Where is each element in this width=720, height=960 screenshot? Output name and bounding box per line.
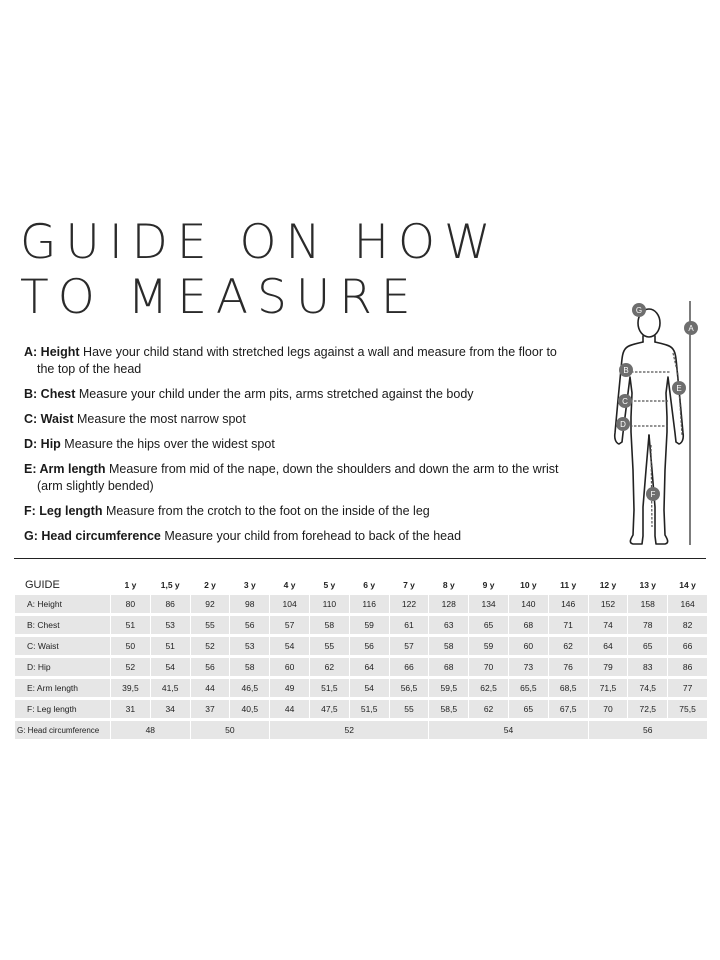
table-cell: 53 bbox=[230, 637, 269, 655]
table-cell: 71,5 bbox=[589, 679, 628, 697]
table-cell: 80 bbox=[111, 595, 150, 613]
size-header: 14 y bbox=[679, 579, 696, 590]
table-cell: 79 bbox=[589, 658, 628, 676]
instruction-term: G: Head circumference bbox=[24, 529, 161, 543]
instruction-leg-length bbox=[24, 503, 564, 520]
table-cell: 146 bbox=[549, 595, 588, 613]
title-line-2: TO MEASURE bbox=[20, 270, 420, 325]
size-header: 12 y bbox=[599, 579, 617, 590]
instruction-term: D: Hip bbox=[24, 437, 61, 451]
instruction-text: Measure your child under the arm pits, arms stretched against the body bbox=[75, 387, 474, 401]
table-cell: 54 bbox=[151, 658, 190, 676]
table-cell: 73 bbox=[509, 658, 548, 676]
table-cell: 31 bbox=[111, 700, 150, 718]
row-label: D: Hip bbox=[15, 658, 110, 676]
instruction-term: E: Arm length bbox=[24, 462, 106, 476]
table-cell: 51 bbox=[111, 616, 150, 634]
table-cell: 65 bbox=[469, 616, 508, 634]
row-label: A: Height bbox=[15, 595, 110, 613]
instruction-term: B: Chest bbox=[24, 387, 76, 401]
table-cell: 134 bbox=[469, 595, 508, 613]
table-cell: 74,5 bbox=[628, 679, 667, 697]
table-cell: 48 bbox=[111, 721, 190, 739]
guide-header: GUIDE bbox=[25, 578, 60, 591]
size-header: 8 y bbox=[442, 579, 455, 590]
table-cell: 62 bbox=[549, 637, 588, 655]
table-cell: 98 bbox=[230, 595, 269, 613]
instruction-text: Have your child stand with stretched legs against a wall and measure from the floor to the top of the head bbox=[37, 345, 557, 376]
instruction-waist bbox=[24, 411, 564, 428]
table-cell: 59,5 bbox=[429, 679, 468, 697]
table-cell: 70 bbox=[469, 658, 508, 676]
table-cell: 60 bbox=[509, 637, 548, 655]
table-cell: 86 bbox=[151, 595, 190, 613]
table-cell: 68 bbox=[429, 658, 468, 676]
table-cell: 70 bbox=[589, 700, 628, 718]
table-cell: 39,5 bbox=[111, 679, 150, 697]
table-cell: 57 bbox=[270, 616, 309, 634]
size-header: 1 y bbox=[124, 579, 137, 590]
table-cell: 66 bbox=[390, 658, 429, 676]
size-header: 4 y bbox=[283, 579, 296, 590]
table-cell: 83 bbox=[628, 658, 667, 676]
table-cell: 65 bbox=[509, 700, 548, 718]
title-line-1: GUIDE ON HOW bbox=[20, 215, 500, 270]
marker-f-label: F bbox=[650, 490, 656, 499]
table-row bbox=[15, 637, 707, 655]
table-cell: 122 bbox=[390, 595, 429, 613]
size-chart-body bbox=[15, 595, 707, 739]
size-header: 10 y bbox=[520, 579, 537, 590]
table-cell: 50 bbox=[111, 637, 150, 655]
table-cell: 52 bbox=[191, 637, 230, 655]
instruction-term: F: Leg length bbox=[24, 504, 103, 518]
table-cell: 62 bbox=[469, 700, 508, 718]
table-row bbox=[15, 658, 707, 676]
table-cell: 44 bbox=[191, 679, 230, 697]
head-circumference-row bbox=[15, 721, 707, 739]
marker-a-label: A bbox=[688, 324, 694, 333]
marker-e-label: E bbox=[676, 384, 682, 393]
table-cell: 61 bbox=[390, 616, 429, 634]
table-row bbox=[15, 679, 707, 697]
table-row bbox=[15, 700, 707, 718]
table-cell: 66 bbox=[668, 637, 707, 655]
table-cell: 116 bbox=[350, 595, 389, 613]
size-header: 13 y bbox=[639, 579, 657, 590]
table-cell: 44 bbox=[270, 700, 309, 718]
table-cell: 53 bbox=[151, 616, 190, 634]
marker-g-label: G bbox=[635, 306, 643, 315]
table-cell: 59 bbox=[469, 637, 508, 655]
instruction-text: Measure the hips over the widest spot bbox=[60, 437, 275, 451]
instruction-height bbox=[24, 344, 564, 378]
instruction-head-circumference bbox=[24, 528, 564, 545]
instruction-text: Measure from mid of the nape, down the shoulders and down the arm to the wrist (arm slightly bended) bbox=[37, 462, 559, 493]
table-cell: 62,5 bbox=[469, 679, 508, 697]
table-cell: 60 bbox=[270, 658, 309, 676]
table-row bbox=[15, 595, 707, 613]
row-label: G: Head circumference bbox=[15, 721, 110, 739]
page-title bbox=[20, 215, 499, 325]
table-cell: 52 bbox=[270, 721, 428, 739]
table-cell: 164 bbox=[668, 595, 707, 613]
table-cell: 71 bbox=[549, 616, 588, 634]
table-cell: 64 bbox=[350, 658, 389, 676]
instruction-hip bbox=[24, 436, 564, 453]
size-header: 2 y bbox=[204, 579, 216, 590]
table-cell: 65,5 bbox=[509, 679, 548, 697]
table-cell: 55 bbox=[191, 616, 230, 634]
table-cell: 63 bbox=[429, 616, 468, 634]
table-cell: 56 bbox=[191, 658, 230, 676]
table-cell: 51,5 bbox=[350, 700, 389, 718]
table-cell: 74 bbox=[589, 616, 628, 634]
table-cell: 40,5 bbox=[230, 700, 269, 718]
table-cell: 140 bbox=[509, 595, 548, 613]
table-cell: 75,5 bbox=[668, 700, 707, 718]
table-cell: 56 bbox=[589, 721, 707, 739]
size-header: 9 y bbox=[482, 579, 495, 590]
table-cell: 64 bbox=[589, 637, 628, 655]
instruction-term: C: Waist bbox=[24, 412, 74, 426]
size-header: 5 y bbox=[323, 579, 336, 590]
instruction-text: Measure from the crotch to the foot on the inside of the leg bbox=[102, 504, 430, 518]
table-cell: 56 bbox=[230, 616, 269, 634]
size-chart-table bbox=[14, 574, 708, 742]
size-header-row bbox=[15, 577, 707, 592]
size-header: 11 y bbox=[560, 579, 577, 590]
table-cell: 47,5 bbox=[310, 700, 349, 718]
table-cell: 78 bbox=[628, 616, 667, 634]
table-row bbox=[15, 616, 707, 634]
instruction-text: Measure your child from forehead to back of the head bbox=[160, 529, 462, 543]
table-cell: 58,5 bbox=[429, 700, 468, 718]
instruction-text: Measure the most narrow spot bbox=[73, 412, 246, 426]
size-header: 7 y bbox=[403, 579, 415, 590]
table-cell: 110 bbox=[310, 595, 349, 613]
table-cell: 86 bbox=[668, 658, 707, 676]
table-cell: 62 bbox=[310, 658, 349, 676]
table-cell: 76 bbox=[549, 658, 588, 676]
table-cell: 55 bbox=[310, 637, 349, 655]
table-cell: 77 bbox=[668, 679, 707, 697]
table-cell: 58 bbox=[310, 616, 349, 634]
size-header: 3 y bbox=[243, 579, 256, 590]
table-cell: 68 bbox=[509, 616, 548, 634]
child-measurement-figure bbox=[605, 295, 715, 555]
table-cell: 41,5 bbox=[151, 679, 190, 697]
table-cell: 49 bbox=[270, 679, 309, 697]
table-cell: 68,5 bbox=[549, 679, 588, 697]
leg-measure-line bbox=[651, 445, 652, 527]
row-label: B: Chest bbox=[15, 616, 110, 634]
table-cell: 55 bbox=[390, 700, 429, 718]
table-cell: 51,5 bbox=[310, 679, 349, 697]
row-label: C: Waist bbox=[15, 637, 110, 655]
instruction-term: A: Height bbox=[24, 345, 80, 359]
section-divider bbox=[14, 558, 706, 559]
table-cell: 34 bbox=[151, 700, 190, 718]
table-cell: 65 bbox=[628, 637, 667, 655]
instruction-chest bbox=[24, 386, 564, 403]
table-cell: 58 bbox=[429, 637, 468, 655]
size-header: 6 y bbox=[363, 579, 376, 590]
table-cell: 82 bbox=[668, 616, 707, 634]
marker-c-label: C bbox=[622, 397, 628, 406]
table-cell: 104 bbox=[270, 595, 309, 613]
marker-d-label: D bbox=[620, 420, 626, 429]
instruction-arm-length bbox=[24, 461, 564, 495]
table-cell: 51 bbox=[151, 637, 190, 655]
table-cell: 92 bbox=[191, 595, 230, 613]
table-cell: 54 bbox=[429, 721, 587, 739]
table-cell: 46,5 bbox=[230, 679, 269, 697]
table-cell: 59 bbox=[350, 616, 389, 634]
table-cell: 72,5 bbox=[628, 700, 667, 718]
table-cell: 50 bbox=[191, 721, 270, 739]
measurement-instructions bbox=[24, 344, 564, 553]
table-cell: 57 bbox=[390, 637, 429, 655]
table-cell: 67,5 bbox=[549, 700, 588, 718]
table-cell: 56,5 bbox=[390, 679, 429, 697]
table-cell: 56 bbox=[350, 637, 389, 655]
table-cell: 52 bbox=[111, 658, 150, 676]
table-cell: 152 bbox=[589, 595, 628, 613]
marker-b-label: B bbox=[623, 366, 629, 375]
table-cell: 128 bbox=[429, 595, 468, 613]
row-label: F: Leg length bbox=[15, 700, 110, 718]
table-cell: 158 bbox=[628, 595, 667, 613]
row-label: E: Arm length bbox=[15, 679, 110, 697]
table-cell: 58 bbox=[230, 658, 269, 676]
size-header: 1,5 y bbox=[160, 579, 180, 590]
table-cell: 54 bbox=[270, 637, 309, 655]
table-cell: 37 bbox=[191, 700, 230, 718]
table-cell: 54 bbox=[350, 679, 389, 697]
